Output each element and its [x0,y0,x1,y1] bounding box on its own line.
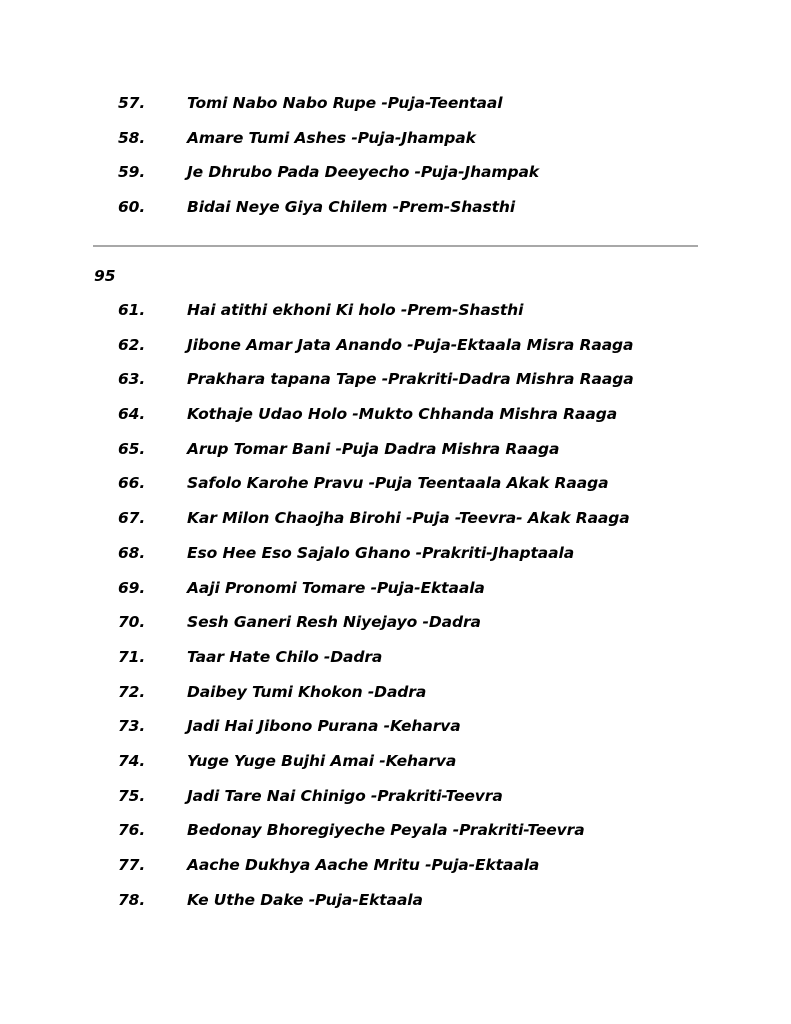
item-number: 72. [118,682,146,701]
item-title: Kar Milon Chaojha Birohi -Puja -Teevra- Akak Raaga [187,509,630,528]
item-title: Aache Dukhya Aache Mritu -Puja-Ektaala [187,856,540,874]
item-title: Ke Uthe Dake -Puja-Ektaala [187,890,423,909]
item-number: 63. [118,370,146,389]
song-list-top [0,90,791,229]
page-number: 95 [94,267,116,285]
item-title: Jadi Hai Jibono Purana -Keharva [187,717,461,736]
item-number: 66. [118,474,146,493]
item-number: 73. [118,717,146,736]
item-title: Kothaje Udao Holo -Mukto Chhanda Mishra Raaga [187,405,618,424]
item-number: 75. [118,786,146,805]
list-item [0,90,791,125]
item-title: Amare Tumi Ashes -Puja-Jhampak [187,128,476,147]
item-number: 78. [118,890,146,909]
item-title: Yuge Yuge Bujhi Amai -Keharva [187,751,457,770]
list-item [0,366,791,401]
list-item [0,679,791,714]
list-item [0,748,791,783]
list-item [0,817,791,852]
list-item [0,644,791,679]
item-title: Daibey Tumi Khokon -Dadra [187,682,427,701]
item-title: Bedonay Bhoregiyeche Peyala -Prakriti-Teevra [187,821,585,840]
list-item [0,332,791,367]
item-number: 64. [118,405,146,424]
list-item [0,887,791,922]
item-number: 74. [118,751,146,770]
item-title: Taar Hate Chilo -Dadra [187,647,383,666]
item-number: 59. [118,163,146,182]
item-number: 60. [118,198,146,217]
list-item [0,783,791,818]
list-item [0,505,791,540]
item-number: 70. [118,613,146,632]
item-title: Safolo Karohe Pravu -Puja Teentaala Akak Raaga [187,474,609,493]
song-list-bottom [0,297,791,921]
list-item [0,194,791,229]
item-title: Jadi Tare Nai Chinigo -Prakriti-Teevra [187,786,503,805]
item-number: 71. [118,647,146,666]
list-item [0,297,791,332]
list-item [0,609,791,644]
item-number: 69. [118,578,146,597]
list-item [0,401,791,436]
item-title: Eso Hee Eso Sajalo Ghano -Prakriti-Jhaptaala [187,543,575,562]
item-number: 62. [118,335,146,354]
item-number: 68. [118,543,146,562]
list-item [0,470,791,505]
item-title: Sesh Ganeri Resh Niyejayo -Dadra [187,613,481,632]
item-number: 76. [118,821,146,840]
item-number: 77. [118,856,146,874]
list-item [0,436,791,471]
item-number: 57. [118,94,146,112]
item-number: 61. [118,301,146,319]
list-item [0,713,791,748]
item-title: Hai atithi ekhoni Ki holo -Prem-Shasthi [187,301,524,319]
list-item [0,540,791,575]
item-number: 67. [118,509,146,528]
item-title: Jibone Amar Jata Anando -Puja-Ektaala Misra Raaga [187,335,634,354]
item-title: Prakhara tapana Tape -Prakriti-Dadra Mishra Raaga [187,370,634,389]
item-title: Tomi Nabo Nabo Rupe -Puja-Teentaal [187,94,503,112]
item-title: Arup Tomar Bani -Puja Dadra Mishra Raaga [187,439,560,458]
item-number: 65. [118,439,146,458]
list-item [0,125,791,160]
list-item [0,159,791,194]
item-title: Je Dhrubo Pada Deeyecho -Puja-Jhampak [187,163,540,182]
item-title: Bidai Neye Giya Chilem -Prem-Shasthi [187,198,516,217]
item-title: Aaji Pronomi Tomare -Puja-Ektaala [187,578,485,597]
item-number: 58. [118,128,146,147]
list-item [0,852,791,887]
page-divider [93,245,698,247]
list-item [0,575,791,610]
